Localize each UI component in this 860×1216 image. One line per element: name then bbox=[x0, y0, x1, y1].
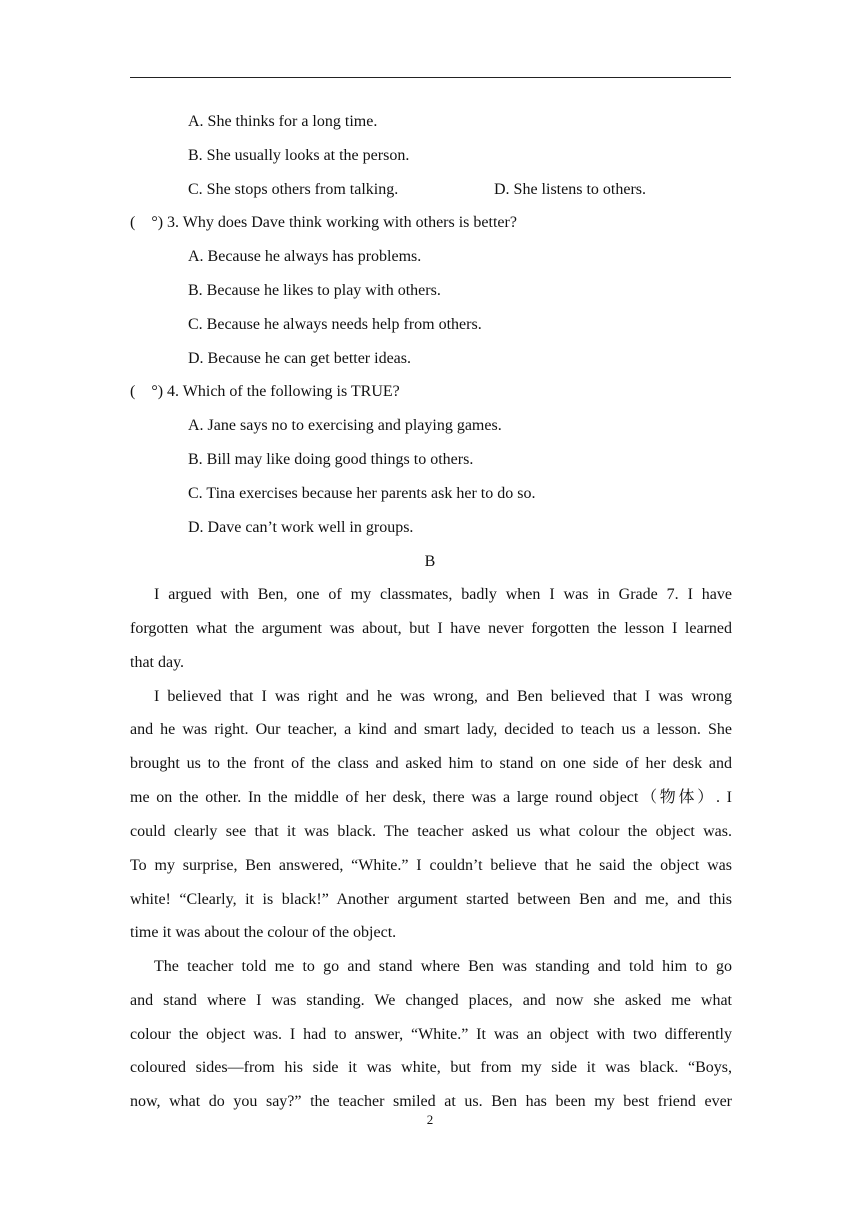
section-label: B bbox=[424, 553, 436, 570]
page-number: 2 bbox=[426, 1112, 434, 1127]
q2-option-c: C. She stops others from talking. bbox=[188, 181, 399, 198]
passage-line: now, what do you say?” the teacher smiled at us. Ben has been my best friend ever bbox=[130, 1093, 732, 1110]
q2-option-d: D. She listens to others. bbox=[494, 181, 646, 198]
q3-option-a: A. Because he always has problems. bbox=[188, 248, 422, 265]
q4-option-a: A. Jane says no to exercising and playing games. bbox=[188, 417, 502, 434]
q2-option-a: A. She thinks for a long time. bbox=[188, 113, 378, 130]
q4-stem: ( °) 4. Which of the following is TRUE? bbox=[130, 383, 400, 400]
q3-option-c: C. Because he always needs help from others. bbox=[188, 316, 482, 333]
passage-line: forgotten what the argument was about, but I have never forgotten the lesson I learned bbox=[130, 620, 732, 637]
q3-stem: ( °) 3. Why does Dave think working with others is better? bbox=[130, 214, 517, 231]
q2-option-b: B. She usually looks at the person. bbox=[188, 147, 410, 164]
passage-line: The teacher told me to go and stand where Ben was standing and told him to go bbox=[154, 958, 732, 975]
q4-option-c: C. Tina exercises because her parents ask her to do so. bbox=[188, 485, 536, 502]
passage-line: and stand where I was standing. We changed places, and now she asked me what bbox=[130, 992, 732, 1009]
q3-option-d: D. Because he can get better ideas. bbox=[188, 350, 412, 367]
passage-line: To my surprise, Ben answered, “White.” I couldn’t believe that he said the object was bbox=[130, 857, 732, 874]
passage-line: colour the object was. I had to answer, “White.” It was an object with two differently bbox=[130, 1026, 732, 1043]
passage-line: I argued with Ben, one of my classmates, badly when I was in Grade 7. I have bbox=[154, 586, 732, 603]
passage-line: brought us to the front of the class and asked him to stand on one side of her desk and bbox=[130, 755, 732, 772]
passage-line: could clearly see that it was black. The teacher asked us what colour the object was. bbox=[130, 823, 732, 840]
passage-line: coloured sides—from his side it was white, but from my side it was black. “Boys, bbox=[130, 1059, 732, 1076]
q4-option-d: D. Dave can’t work well in groups. bbox=[188, 519, 414, 536]
passage-line: time it was about the colour of the object. bbox=[130, 924, 397, 941]
passage-line: and he was right. Our teacher, a kind and smart lady, decided to teach us a lesson. She bbox=[130, 721, 732, 738]
passage-line: me on the other. In the middle of her desk, there was a large round object（物体）. I bbox=[130, 789, 732, 806]
passage-line: I believed that I was right and he was wrong, and Ben believed that I was wrong bbox=[154, 688, 732, 705]
q3-option-b: B. Because he likes to play with others. bbox=[188, 282, 441, 299]
passage-line: white! “Clearly, it is black!” Another argument started between Ben and me, and this bbox=[130, 891, 732, 908]
header-rule bbox=[130, 77, 731, 78]
passage-line: that day. bbox=[130, 654, 185, 671]
q4-option-b: B. Bill may like doing good things to others. bbox=[188, 451, 474, 468]
